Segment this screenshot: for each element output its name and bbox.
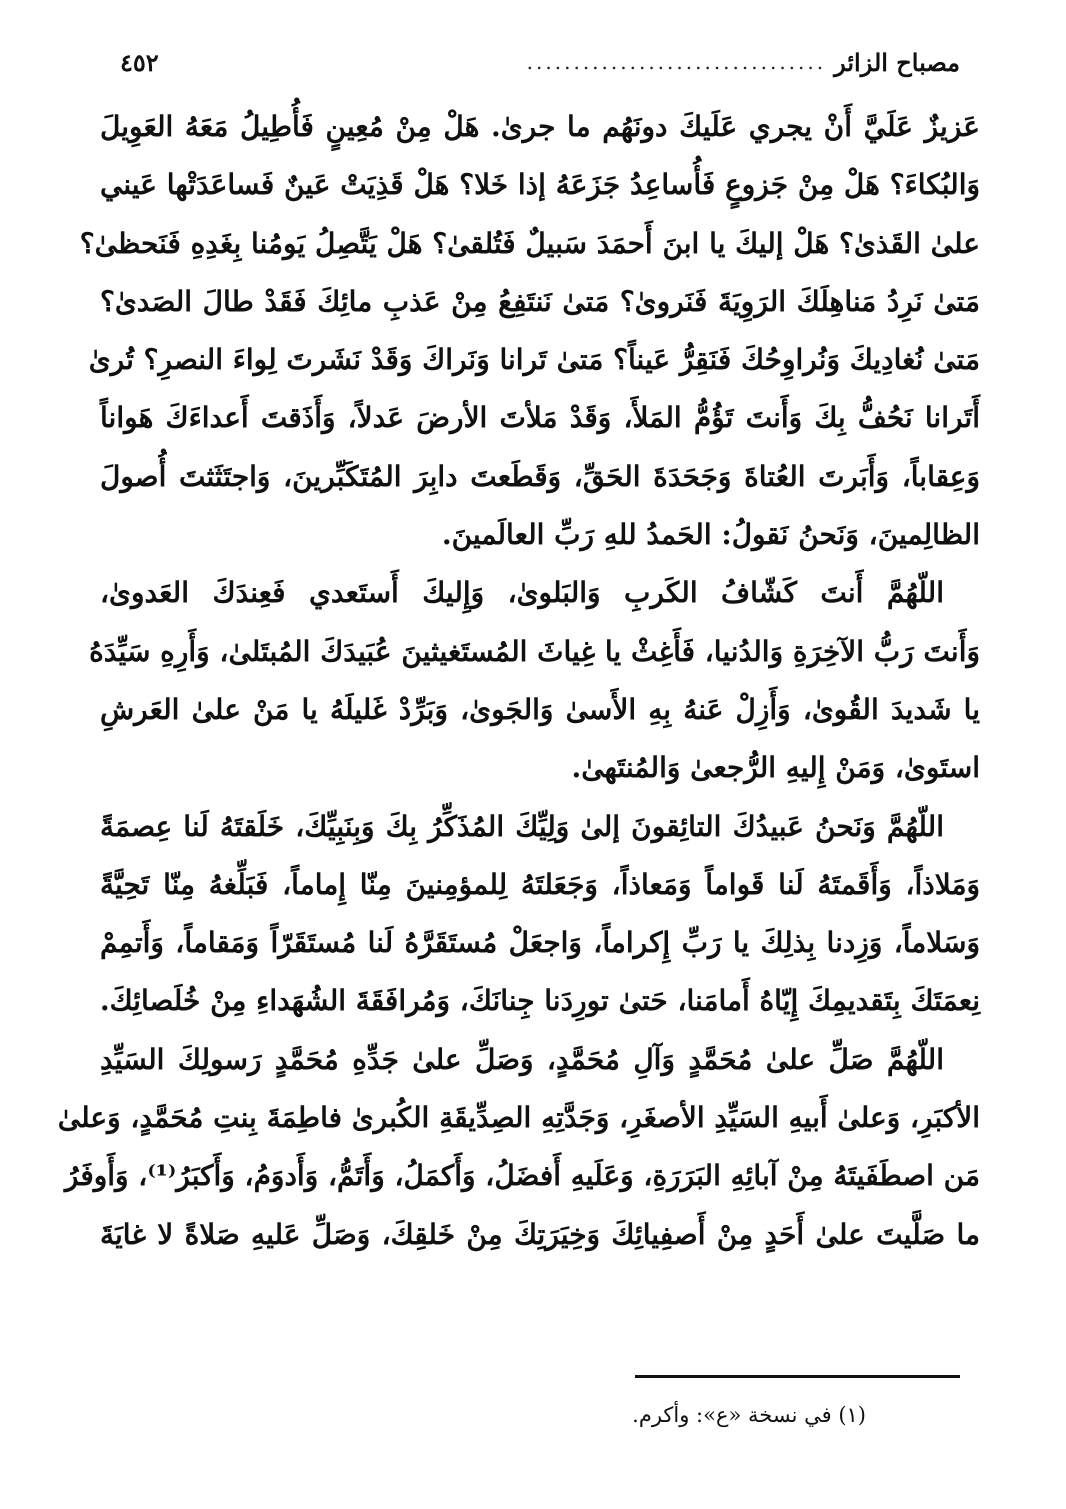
main-text [57,98,980,1264]
text-line: اللّهُمَّ أَنتَ كَشّافُ الكَربِ وَالبَلوىٰ، وَإِليكَ أَستَعدي فَعِندَكَ العَدوىٰ، [100,576,944,610]
paragraph [89,564,980,797]
text-line: وَمَلاذاً، وَأَقَمتَهُ لَنا قَواماً وَمَعاذاً، وَجَعَلتَهُ لِلمؤمِنينَ مِنّا إِماماً، فَبَلِّغهُ مِنّا تَحِيَّةً [100,867,980,901]
book-title: مصباح الزائر [834,47,960,77]
running-header [120,42,960,82]
text-line: ما صَلَّيتَ علىٰ أَحَدٍ مِنْ أَصفِيائِكَ وَخِيَرَتِكَ مِنْ خَلقِكَ، وَصَلِّ عَليهِ صَلاةً لا غايَةَ [100,1217,980,1251]
paragraph [79,98,980,564]
text-line: علىٰ القَذىٰ؟ هَلْ إليكَ يا ابنَ أَحمَدَ سَبيلٌ فَتُلقىٰ؟ هَلْ يَتَّصِلُ يَومُنا بِغَدِهِ فَنَحظىٰ؟ [79,226,980,260]
text-line: وَأَنتَ رَبُّ الآخِرَةِ وَالدُنيا، فَأَغِثْ يا غِياثَ المُستَغيثينَ عُبَيدَكَ المُبتَلىٰ، وَأَرِهِ سَيِّدَهُ [89,634,980,668]
leader-dots: ................................ [526,50,827,74]
text-line: وَعِقاباً، وَأَبَرتَ العُتاةَ وَجَحَدَةَ الحَقِّ، وَقَطَعتَ دابِرَ المُتَكَبِّرينَ، وَاجتَثَثتَ أُصولَ [100,459,980,493]
footnote-separator [635,1375,960,1378]
text-line: أَتَرانا نَحُفُّ بِكَ وَأَنتَ تَؤُمُّ المَلأَ، وَقَدْ مَلأتَ الأرضَ عَدلاً، وَأَذَقتَ أَعداءَكَ هَواناً [100,401,980,435]
footnote: (١) في نسخة «ع»: وأكرم. [632,1403,866,1427]
text-line: وَسَلاماً، وَزِدنا بِذلِكَ يا رَبِّ إِكراماً، وَاجعَلْ مُستَقَرَّهُ لَنا مُستَقَرّاً وَمَقاماً، وَأَتمِمْ [100,926,980,960]
text-line: الظالِمينَ، وَنَحنُ نَقولُ: الحَمدُ للهِ رَبِّ العالَمينَ. [441,518,980,552]
text-line: مَتىٰ نُغادِيكَ وَنُراوِحُكَ فَنَقِرُّ عَيناً؟ مَتىٰ تَرانا وَنَراكَ وَقَدْ نَشَرتَ لِواءَ النصرِ؟ تُرىٰ [88,343,980,377]
text-line: وَالبُكاءَ؟ هَلْ مِنْ جَزوعٍ فَأُساعِدُ جَزَعَهُ إذا خَلا؟ هَلْ قَذِيَتْ عَينٌ فَساعَدَتْها عَيني [100,168,980,202]
paragraph [100,798,980,1031]
text-line: يا شَديدَ القُوىٰ، وَأَزِلْ عَنهُ بِهِ الأَسىٰ وَالجَوىٰ، وَبَرِّدْ غَليلَهُ يا مَنْ علىٰ العَرشِ [100,692,980,726]
page-number: ٤٥٢ [120,47,159,77]
text-line: اللّهُمَّ وَنَحنُ عَبيدُكَ التائِقونَ إلىٰ وَلِيِّكَ المُذَكِّرُ بِكَ وَبِنَبِيِّكَ، خَلَقتَهُ لَنا عِصمَةً [100,809,944,843]
text-line: مَن اصطَفَيتَهُ مِنْ آبائِهِ البَرَرَةِ، وَعَلَيهِ أَفضَلُ، وَأَكمَلُ، وَأَتَمُّ، وَأَدوَمُ، وَأَكبَرُ⁽¹⁾، وَأَوفَرُ [64,1159,980,1193]
text-line: الأكبَرِ، وَعلىٰ أَبيهِ السَيِّدِ الأصغَرِ، وَجَدَّتِهِ الصِدِّيقَةِ الكُبرىٰ فاطِمَةَ بِنتِ مُحَمَّدٍ، وَعلىٰ [57,1101,980,1135]
paragraph [57,1031,980,1264]
text-line: نِعمَتَكَ بِتَقديمِكَ إِيّاهُ أَمامَنا، حَتىٰ تورِدَنا جِنانَكَ، وَمُرافَقَةَ الشُهَداءِ مِنْ خُلَصائِكَ. [99,984,980,1018]
text-line: عَزيزٌ عَلَيَّ أَنْ يجري عَلَيكَ دونَهُم ما جرىٰ. هَلْ مِنْ مُعِينٍ فَأُطِيلُ مَعَهُ العَوِيلَ [100,110,980,143]
text-line: اللّهُمَّ صَلِّ علىٰ مُحَمَّدٍ وَآلِ مُحَمَّدٍ، وَصَلِّ علىٰ جَدِّهِ مُحَمَّدٍ رَسولِكَ السَيِّدِ [100,1042,944,1076]
text-line: استَوىٰ، وَمَنْ إِليهِ الرُّجعىٰ وَالمُنتَهىٰ. [571,751,980,785]
text-line: مَتىٰ نَرِدُ مَناهِلَكَ الرَوِيَةَ فَنَروىٰ؟ مَتىٰ نَنتَفِعُ مِنْ عَذبِ مائِكَ فَقَدْ طالَ الصَدىٰ؟ [100,284,980,318]
